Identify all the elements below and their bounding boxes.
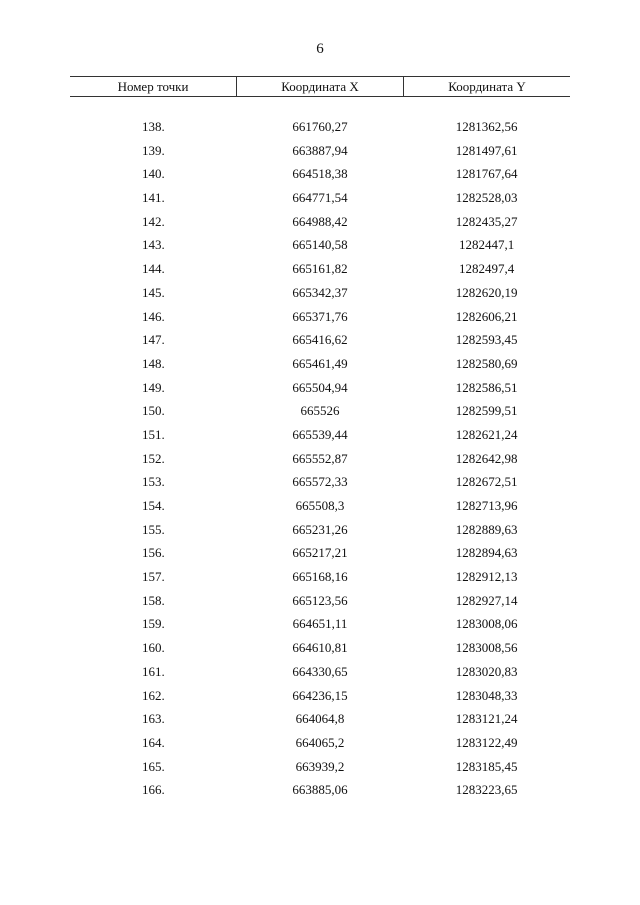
table-row	[70, 139, 570, 163]
coordinate-x-cell: 664064,8	[295, 711, 345, 727]
header-coordinate-y: Координата Y	[403, 77, 570, 96]
coordinate-y-cell: 1282889,63	[455, 521, 518, 537]
coordinate-y-cell: 1281767,64	[455, 166, 518, 182]
coordinate-x-cell: 664771,54	[292, 190, 348, 206]
table-row	[70, 233, 570, 257]
coordinate-x-cell: 665371,76	[292, 308, 348, 324]
coordinate-y-cell: 1282435,27	[455, 213, 518, 229]
header-point-number: Номер точки	[117, 79, 189, 94]
header-coordinate-x: Координата X	[236, 77, 403, 96]
table-row	[70, 518, 570, 542]
coordinate-y-cell: 1281497,61	[455, 142, 518, 158]
coordinate-y-cell: 1281362,56	[455, 119, 518, 134]
coordinate-x-cell: 661760,27	[292, 119, 348, 134]
coordinate-y-cell: 1283223,65	[455, 782, 518, 798]
point-number-cell: 159.	[141, 616, 165, 632]
coordinate-y-cell: 1282642,98	[455, 450, 518, 466]
point-number-cell: 156.	[141, 545, 165, 561]
coordinate-x-cell: 663939,2	[295, 758, 345, 774]
table-row	[70, 470, 570, 494]
coordinate-x-cell: 665526	[300, 403, 340, 419]
coordinate-x-cell: 665416,62	[292, 332, 348, 348]
coordinate-x-cell: 664236,15	[292, 687, 348, 703]
table-row	[70, 589, 570, 613]
coordinate-y-cell: 1282580,69	[455, 355, 518, 371]
table-row	[70, 541, 570, 565]
table-row	[70, 447, 570, 471]
coordinates-table	[70, 76, 570, 802]
table-row	[70, 755, 570, 779]
coordinate-x-cell: 664651,11	[292, 616, 348, 632]
coordinate-y-cell: 1282593,45	[455, 332, 518, 348]
coordinate-y-cell: 1282599,51	[455, 403, 518, 419]
table-body	[70, 115, 570, 802]
coordinate-x-cell: 665508,3	[295, 498, 345, 513]
coordinate-x-cell: 665217,21	[292, 545, 348, 561]
coordinate-x-cell: 664065,2	[295, 734, 345, 750]
coordinate-y-cell: 1282620,19	[455, 284, 518, 300]
table-row	[70, 210, 570, 234]
table-row	[70, 328, 570, 352]
point-number-cell: 152.	[141, 450, 165, 466]
page-number: 6	[316, 41, 324, 57]
point-number-cell: 155.	[141, 521, 165, 537]
coordinate-y-cell: 1282621,24	[455, 426, 518, 442]
table-row	[70, 162, 570, 186]
point-number-cell: 150.	[141, 403, 165, 419]
table-row	[70, 376, 570, 400]
coordinate-x-cell: 664610,81	[292, 640, 348, 656]
coordinate-x-cell: 663885,06	[292, 782, 348, 798]
table-row	[70, 660, 570, 684]
point-number-cell: 149.	[141, 379, 165, 395]
coordinate-x-cell: 665342,37	[292, 284, 348, 300]
coordinate-x-cell: 664518,38	[292, 166, 348, 182]
point-number-cell: 148.	[141, 355, 165, 371]
coordinate-x-cell: 665461,49	[292, 355, 348, 371]
coordinate-y-cell: 1283008,56	[455, 640, 518, 656]
point-number-cell: 158.	[141, 592, 165, 608]
coordinate-y-cell: 1282586,51	[455, 379, 518, 395]
point-number-cell: 138.	[141, 119, 165, 134]
coordinate-y-cell: 1282927,14	[455, 592, 518, 608]
point-number-cell: 140.	[141, 166, 165, 182]
point-number-cell: 164.	[141, 734, 165, 750]
table-row	[70, 281, 570, 305]
point-number-cell: 151.	[141, 426, 165, 442]
coordinate-y-cell: 1283121,24	[455, 711, 518, 727]
point-number-cell: 146.	[141, 308, 165, 324]
table-row	[70, 186, 570, 210]
coordinate-x-cell: 665168,16	[292, 569, 348, 585]
coordinate-x-cell: 664330,65	[292, 663, 348, 679]
table-row	[70, 612, 570, 636]
coordinate-x-cell: 665231,26	[292, 521, 348, 537]
coordinate-y-cell: 1283020,83	[455, 663, 518, 679]
coordinate-y-cell: 1283185,45	[455, 758, 518, 774]
coordinate-y-cell: 1282447,1	[459, 237, 515, 253]
coordinate-x-cell: 664988,42	[292, 213, 348, 229]
table-row	[70, 731, 570, 755]
point-number-cell: 166.	[141, 782, 165, 798]
coordinate-x-cell: 665539,44	[292, 426, 348, 442]
coordinate-y-cell: 1282606,21	[455, 308, 518, 324]
coordinate-y-cell: 1283122,49	[455, 734, 518, 750]
table-row	[70, 423, 570, 447]
coordinate-y-cell: 1282894,63	[455, 545, 518, 561]
point-number-cell: 144.	[141, 261, 165, 277]
point-number-cell: 163.	[141, 711, 165, 727]
table-row	[70, 565, 570, 589]
coordinate-x-cell: 665552,87	[292, 450, 348, 466]
point-number-cell: 162.	[141, 687, 165, 703]
table-header	[70, 76, 570, 97]
point-number-cell: 153.	[141, 474, 165, 490]
coordinate-y-cell: 1283008,06	[455, 616, 518, 632]
point-number-cell: 141.	[141, 190, 165, 206]
table-row	[70, 636, 570, 660]
point-number-cell: 165.	[141, 758, 165, 774]
coordinate-x-cell: 665123,56	[292, 592, 348, 608]
table-row	[70, 778, 570, 802]
table-row	[70, 684, 570, 708]
table-row	[70, 305, 570, 329]
point-number-cell: 139.	[141, 142, 165, 158]
point-number-cell: 157.	[141, 569, 165, 585]
table-row	[70, 352, 570, 376]
coordinate-y-cell: 1282672,51	[455, 474, 518, 490]
coordinate-y-cell: 1283048,33	[455, 687, 518, 703]
coordinate-x-cell: 665161,82	[292, 261, 348, 277]
point-number-cell: 161.	[141, 663, 165, 679]
coordinate-x-cell: 665572,33	[292, 474, 348, 490]
point-number-cell: 160.	[141, 640, 165, 656]
table-row	[70, 399, 570, 423]
table-row	[70, 707, 570, 731]
point-number-cell: 147.	[141, 332, 165, 348]
coordinate-y-cell: 1282497,4	[459, 261, 515, 277]
point-number-cell: 154.	[141, 498, 165, 513]
coordinate-y-cell: 1282912,13	[455, 569, 518, 585]
coordinate-y-cell: 1282528,03	[455, 190, 518, 206]
point-number-cell: 142.	[141, 213, 165, 229]
coordinate-y-cell: 1282713,96	[455, 498, 518, 513]
point-number-cell: 145.	[141, 284, 165, 300]
point-number-cell: 143.	[141, 237, 165, 253]
coordinate-x-cell: 665504,94	[292, 379, 348, 395]
table-row	[70, 257, 570, 281]
table-row	[70, 494, 570, 518]
coordinate-x-cell: 663887,94	[292, 142, 348, 158]
coordinate-x-cell: 665140,58	[292, 237, 348, 253]
table-row	[70, 115, 570, 139]
